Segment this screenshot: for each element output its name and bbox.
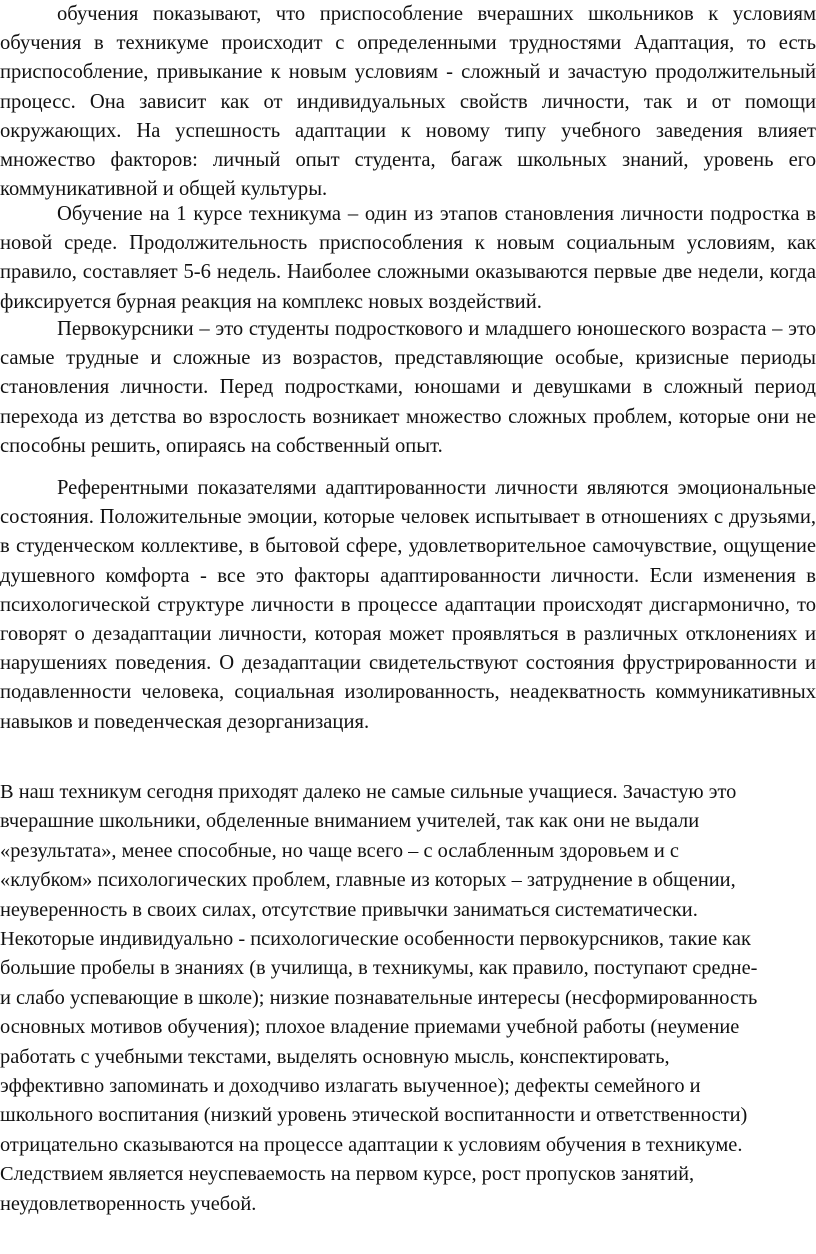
text-line: неудовлетворенность учебой. (0, 1192, 257, 1215)
text-line: Некоторые индивидуально - психологические особенности первокурсников, такие как (0, 928, 751, 951)
paragraph-first-year-students: Первокурсники – это студенты подросткового и младшего юношеского возраста – это самые трудные и сложные из возрастов, представляющие особые, кризисные периоды становления личности. Перед подростками, юношами и девушками в сложный период перехода из детства во взрослость возникает множество сложных проблем, которые они не способны решить, опираясь на собственный опыт. (0, 318, 816, 457)
text-line: «результата», менее способные, но чаще всего – с ослабленным здоровьем и с (0, 839, 679, 862)
text-line: В наш техникум сегодня приходят далеко не самые сильные учащиеся. Зачастую это (0, 781, 737, 803)
paragraph-first-course: Обучение на 1 курсе техникума – один из этапов становления личности подростка в новой среде. Продолжительность приспособления к новым социальным условиям, как правило, составляет 5-6 недель. Наиболее сложными оказываются первые две недели, когда фиксируется бурная реакция на комплекс новых воздействий. (0, 203, 816, 313)
text-line: отрицательно сказываются на процессе адаптации к условиям обучения в техникуме. (0, 1133, 743, 1156)
text-line: вчерашние школьники, обделенные вниманием учителей, так как они не выдали (0, 810, 700, 833)
text-line: школьного воспитания (низкий уровень этической воспитанности и ответственности) (0, 1104, 748, 1127)
text-line: большие пробелы в знаниях (в училища, в техникумы, как правило, поступают средне- (0, 957, 758, 980)
paragraph-reference-indicators: Референтными показателями адаптированности личности являются эмоциональные состояния. Положительные эмоции, которые человек испытывает в отношениях с друзьями, в студенческом коллективе, в бытовой сфере, удовлетворительное самочувствие, ощущение душевного комфорта - все это факторы адаптированности личности. Если изменения в психологической структуре личности в процессе адаптации происходят дисгармонично, то говорят о дезадаптации личности, которая может проявляться в различных отклонениях и нарушениях поведения. О дезадаптации свидетельствуют состояния фрустрированности и подавленности человека, социальная изолированность, неадекватность коммуникативных навыков и поведенческая дезорганизация. (0, 477, 816, 733)
text-line: «клубком» психологических проблем, главные из которых – затруднение в общении, (0, 869, 736, 892)
text-line: основных мотивов обучения); плохое владение приемами учебной работы (неумение (0, 1016, 740, 1039)
text-line: Следствием является неуспеваемость на первом курсе, рост пропусков занятий, (0, 1163, 695, 1186)
paragraph-adaptation-intro: обучения показывают, что приспособление вчерашних школьников к условиям обучения в техникуме происходит с определенными трудностями Адаптация, то есть приспособление, привыкание к новым условиям - сложный и зачастую продолжительный процесс. Она зависит как от индивидуальных свойств личности, так и от помощи окружающих. На успешность адаптации к новому типу учебного заведения влияет множество факторов: личный опыт студента, багаж школьных знаний, уровень его коммуникативной и общей культуры. (0, 3, 816, 201)
text-line: и слабо успевающие в школе); низкие познавательные интересы (несформированность (0, 986, 758, 1009)
text-line: эффективно запоминать и доходчиво излагать выученное); дефекты семейного и (0, 1075, 701, 1098)
paragraph-our-technical-school (0, 778, 816, 1219)
text-line: работать с учебными текстами, выделять основную мысль, конспектировать, (0, 1045, 670, 1068)
text-line: неуверенность в своих силах, отсутствие привычки заниматься систематически. (0, 898, 698, 921)
